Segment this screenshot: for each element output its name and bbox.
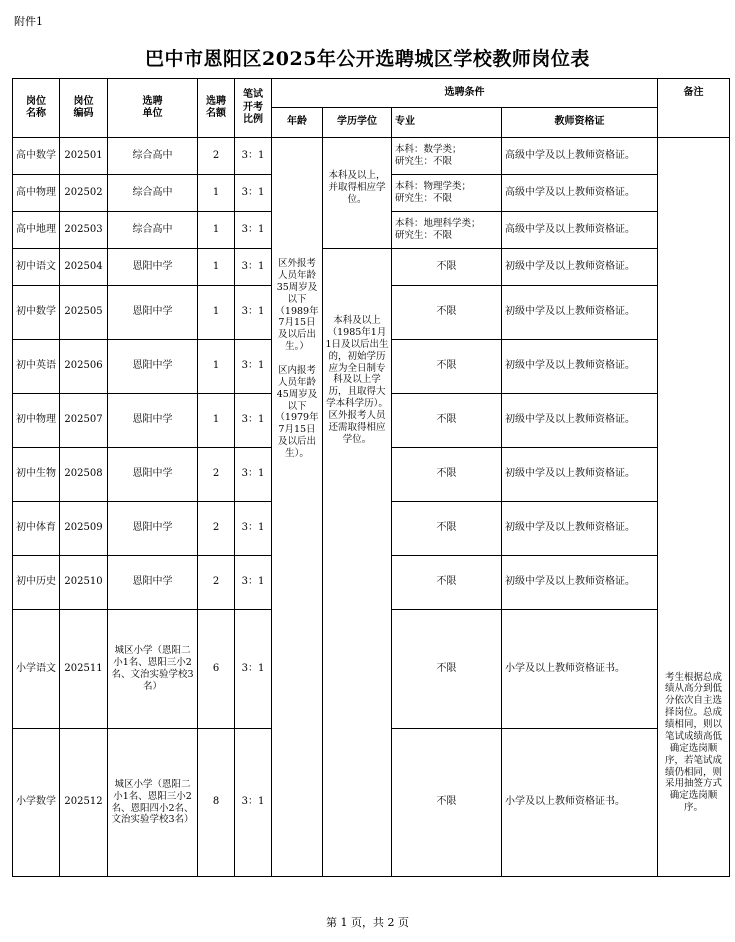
positions-table xyxy=(12,78,730,877)
post-code-cell: 202512 xyxy=(60,729,108,877)
remarks-cell: 考生根据总成绩从高分到低分依次自主选择岗位。总成绩相同，则以笔试成绩高低确定选岗顺序，若笔试成绩仍相同，则采用抽签方式确定选岗顺序。 xyxy=(658,610,730,877)
quota-cell: 1 xyxy=(198,286,235,340)
remarks-blank-cell xyxy=(658,138,730,610)
quota-cell: 1 xyxy=(198,394,235,448)
major-cell: 不限 xyxy=(392,729,502,877)
post-code-cell: 202504 xyxy=(60,249,108,286)
unit-cell: 恩阳中学 xyxy=(108,286,198,340)
major-cell: 不限 xyxy=(392,340,502,394)
attachment-label: 附件1 xyxy=(14,15,43,28)
major-cell: 不限 xyxy=(392,502,502,556)
post-name-cell: 初中生物 xyxy=(13,448,60,502)
quota-cell: 1 xyxy=(198,340,235,394)
major-cell: 不限 xyxy=(392,249,502,286)
ratio-cell: 3：1 xyxy=(235,212,272,249)
unit-cell: 综合高中 xyxy=(108,212,198,249)
unit-cell: 恩阳中学 xyxy=(108,556,198,610)
certificate-cell: 初级中学及以上教师资格证。 xyxy=(502,340,658,394)
header-certificate: 教师资格证 xyxy=(502,108,658,138)
major-cell: 本科：数学类； 研究生：不限 xyxy=(392,138,502,175)
ratio-cell: 3：1 xyxy=(235,175,272,212)
ratio-cell: 3：1 xyxy=(235,729,272,877)
unit-cell: 恩阳中学 xyxy=(108,448,198,502)
post-code-cell: 202511 xyxy=(60,610,108,729)
post-name-cell: 高中数学 xyxy=(13,138,60,175)
major-cell: 不限 xyxy=(392,448,502,502)
post-name-cell: 高中物理 xyxy=(13,175,60,212)
quota-cell: 1 xyxy=(198,249,235,286)
quota-cell: 6 xyxy=(198,610,235,729)
age-cell: 区外报考人员年龄35周岁及以下（1989年7月15日及以后出生。） 区内报考人员年龄45周岁及以下（1979年7月15日及以后出生）。 xyxy=(272,138,323,877)
quota-cell: 2 xyxy=(198,502,235,556)
header-major: 专业 xyxy=(392,108,502,138)
post-code-cell: 202502 xyxy=(60,175,108,212)
certificate-cell: 高级中学及以上教师资格证。 xyxy=(502,138,658,175)
post-code-cell: 202506 xyxy=(60,340,108,394)
certificate-cell: 初级中学及以上教师资格证。 xyxy=(502,394,658,448)
header-row-1 xyxy=(13,79,730,108)
unit-cell: 城区小学（恩阳二小1名、恩阳三小2名、恩阳四小2名、文治实验学校3名） xyxy=(108,729,198,877)
post-name-cell: 高中地理 xyxy=(13,212,60,249)
post-code-cell: 202505 xyxy=(60,286,108,340)
post-code-cell: 202503 xyxy=(60,212,108,249)
unit-cell: 城区小学（恩阳二小1名、恩阳三小2名、文治实验学校3名） xyxy=(108,610,198,729)
major-cell: 不限 xyxy=(392,394,502,448)
post-code-cell: 202509 xyxy=(60,502,108,556)
header-education: 学历学位 xyxy=(323,108,392,138)
quota-cell: 2 xyxy=(198,138,235,175)
ratio-cell: 3：1 xyxy=(235,138,272,175)
major-cell: 本科：地理科学类； 研究生：不限 xyxy=(392,212,502,249)
ratio-cell: 3：1 xyxy=(235,249,272,286)
header-age: 年龄 xyxy=(272,108,323,138)
post-name-cell: 初中数学 xyxy=(13,286,60,340)
post-code-cell: 202508 xyxy=(60,448,108,502)
post-name-cell: 小学数学 xyxy=(13,729,60,877)
table-row xyxy=(13,138,730,175)
header-conditions: 选聘条件 xyxy=(272,79,658,108)
ratio-cell: 3：1 xyxy=(235,556,272,610)
certificate-cell: 高级中学及以上教师资格证。 xyxy=(502,212,658,249)
post-name-cell: 小学语文 xyxy=(13,610,60,729)
post-code-cell: 202507 xyxy=(60,394,108,448)
quota-cell: 1 xyxy=(198,212,235,249)
ratio-cell: 3：1 xyxy=(235,448,272,502)
certificate-cell: 初级中学及以上教师资格证。 xyxy=(502,556,658,610)
major-cell: 不限 xyxy=(392,556,502,610)
certificate-cell: 初级中学及以上教师资格证。 xyxy=(502,249,658,286)
education-high-cell: 本科及以上，并取得相应学位。 xyxy=(323,138,392,249)
ratio-cell: 3：1 xyxy=(235,502,272,556)
post-name-cell: 初中历史 xyxy=(13,556,60,610)
major-cell: 本科：物理学类； 研究生：不限 xyxy=(392,175,502,212)
education-other-cell: 本科及以上（1985年1月1日及以后出生的，初始学历应为全日制专科及以上学历，且取得大学本科学历）。区外报考人员还需取得相应学位。 xyxy=(323,249,392,877)
quota-cell: 1 xyxy=(198,175,235,212)
ratio-cell: 3：1 xyxy=(235,610,272,729)
unit-cell: 恩阳中学 xyxy=(108,340,198,394)
certificate-cell: 高级中学及以上教师资格证。 xyxy=(502,175,658,212)
certificate-cell: 初级中学及以上教师资格证。 xyxy=(502,502,658,556)
certificate-cell: 小学及以上教师资格证书。 xyxy=(502,729,658,877)
header-ratio: 笔试 开考 比例 xyxy=(235,79,272,138)
page-title: 巴中市恩阳区2025年公开选聘城区学校教师岗位表 xyxy=(145,48,590,70)
header-unit: 选聘 单位 xyxy=(108,79,198,138)
ratio-cell: 3：1 xyxy=(235,286,272,340)
unit-cell: 综合高中 xyxy=(108,175,198,212)
unit-cell: 恩阳中学 xyxy=(108,249,198,286)
table-row xyxy=(13,249,730,286)
quota-cell: 2 xyxy=(198,556,235,610)
page-footer: 第 1 页，共 2 页 xyxy=(326,916,409,929)
certificate-cell: 初级中学及以上教师资格证。 xyxy=(502,448,658,502)
header-post-name: 岗位 名称 xyxy=(13,79,60,138)
header-quota: 选聘 名额 xyxy=(198,79,235,138)
major-cell: 不限 xyxy=(392,286,502,340)
header-post-code: 岗位 编码 xyxy=(60,79,108,138)
quota-cell: 2 xyxy=(198,448,235,502)
post-code-cell: 202510 xyxy=(60,556,108,610)
major-cell: 不限 xyxy=(392,610,502,729)
post-code-cell: 202501 xyxy=(60,138,108,175)
ratio-cell: 3：1 xyxy=(235,394,272,448)
post-name-cell: 初中物理 xyxy=(13,394,60,448)
post-name-cell: 初中语文 xyxy=(13,249,60,286)
unit-cell: 综合高中 xyxy=(108,138,198,175)
header-remarks: 备注 xyxy=(658,79,730,138)
certificate-cell: 小学及以上教师资格证书。 xyxy=(502,610,658,729)
certificate-cell: 初级中学及以上教师资格证。 xyxy=(502,286,658,340)
unit-cell: 恩阳中学 xyxy=(108,394,198,448)
post-name-cell: 初中体育 xyxy=(13,502,60,556)
quota-cell: 8 xyxy=(198,729,235,877)
post-name-cell: 初中英语 xyxy=(13,340,60,394)
ratio-cell: 3：1 xyxy=(235,340,272,394)
unit-cell: 恩阳中学 xyxy=(108,502,198,556)
